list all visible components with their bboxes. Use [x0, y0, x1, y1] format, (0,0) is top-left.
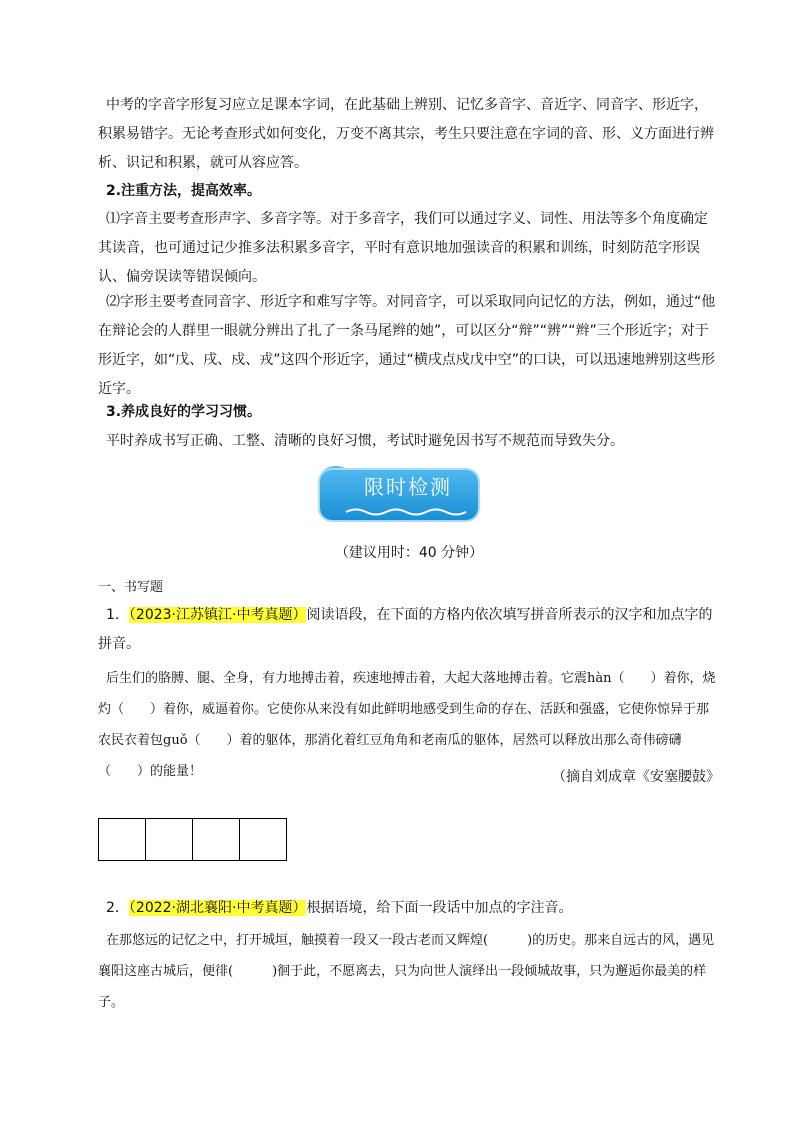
question-2-number: 2． — [106, 900, 129, 916]
question-1-passage: 后生们的胳膊、腿、全身，有力地搏击着，疾速地搏击着，大起大落地搏击着。它震hàn（ ）着你，烧灼（ ）着你，威逼着你。它使你从来没有如此鲜明地感受到生命的存在、活跃和强盛，它使你惊异于那农民衣着包guǒ（ ）着的躯体，那消化着红豆角角和老南瓜的躯体，居然可以释放出那么奇伟磅礴（ ）的能量！ — [98, 671, 716, 779]
question-2-tag: （2022·湖北襄阳·中考真题） — [128, 900, 307, 916]
question-1-prompt: 阅读语段，在下面的方格内依次填写拼音所表示的汉字和加点字的拼音。 — [98, 607, 713, 652]
answer-box[interactable] — [98, 818, 146, 861]
section-title: 一、书写题 — [98, 580, 164, 595]
question-1 — [98, 601, 720, 659]
time-limit-badge — [316, 462, 482, 526]
answer-box[interactable] — [192, 818, 240, 861]
question-1-number: 1． — [106, 607, 129, 623]
question-2 — [98, 894, 720, 923]
intro-paragraph-4: 平时养成书写正确、工整、清晰的良好习惯，考试时避免因书写不规范而导致失分。 — [106, 433, 624, 449]
answer-box[interactable] — [239, 818, 287, 861]
heading-methods: 2.注重方法，提高效率。 — [106, 183, 262, 199]
question-2-prompt: 根据语境，给下面一段话中加点的字注音。 — [306, 900, 573, 916]
badge-label: 限时检测 — [364, 475, 452, 499]
heading-habits: 3.养成良好的学习习惯。 — [106, 404, 262, 420]
question-1-tag: （2023·江苏镇江·中考真题） — [128, 607, 307, 623]
question-1-source: （摘自刘成章《安塞腰鼓》 — [552, 769, 720, 785]
intro-paragraph-3: ⑵字形主要考查同音字、形近字和难写字等。对同音字，可以采取同向记忆的方法，例如，通过“他在辩论会的人群里一眼就分辨出了扎了一条马尾辫的她”，可以区分“辩”“辨”“辫”三个形近字；对于形近字，如“戊、戌、戍、戎”这四个形近字，通过“横戌点戍戊中空”的口诀，可以迅速地辨别这些形近字。 — [98, 294, 716, 397]
answer-grid — [98, 818, 287, 861]
question-2-passage: 在那悠远的记忆之中，打开城垣，触摸着一段又一段古老而又辉煌( )的历史。那来自远古的风，遇见襄阳这座古城后，便徘( )徊于此，不愿离去，只为向世人演绎出一段倾城故事，只为邂逅你最美的样子。 — [98, 933, 715, 1010]
answer-box[interactable] — [145, 818, 193, 861]
intro-paragraph-2: ⑴字音主要考查形声字、多音字等。对于多音字，我们可以通过字义、词性、用法等多个角度确定其读音，也可通过记少推多法积累多音字，平时有意识地加强读音的积累和训练，时刻防范字形误认、偏旁误读等错误倾向。 — [98, 211, 708, 285]
time-note: （建议用时：40 分钟） — [334, 545, 484, 561]
intro-paragraph-1: 中考的字音字形复习应立足课本字词，在此基础上辨别、记忆多音字、音近字、同音字、形近字，积累易错字。无论考查形式如何变化，万变不离其宗，考生只要注意在字词的音、形、义方面进行辨析、识记和积累，就可从容应答。 — [98, 97, 714, 171]
